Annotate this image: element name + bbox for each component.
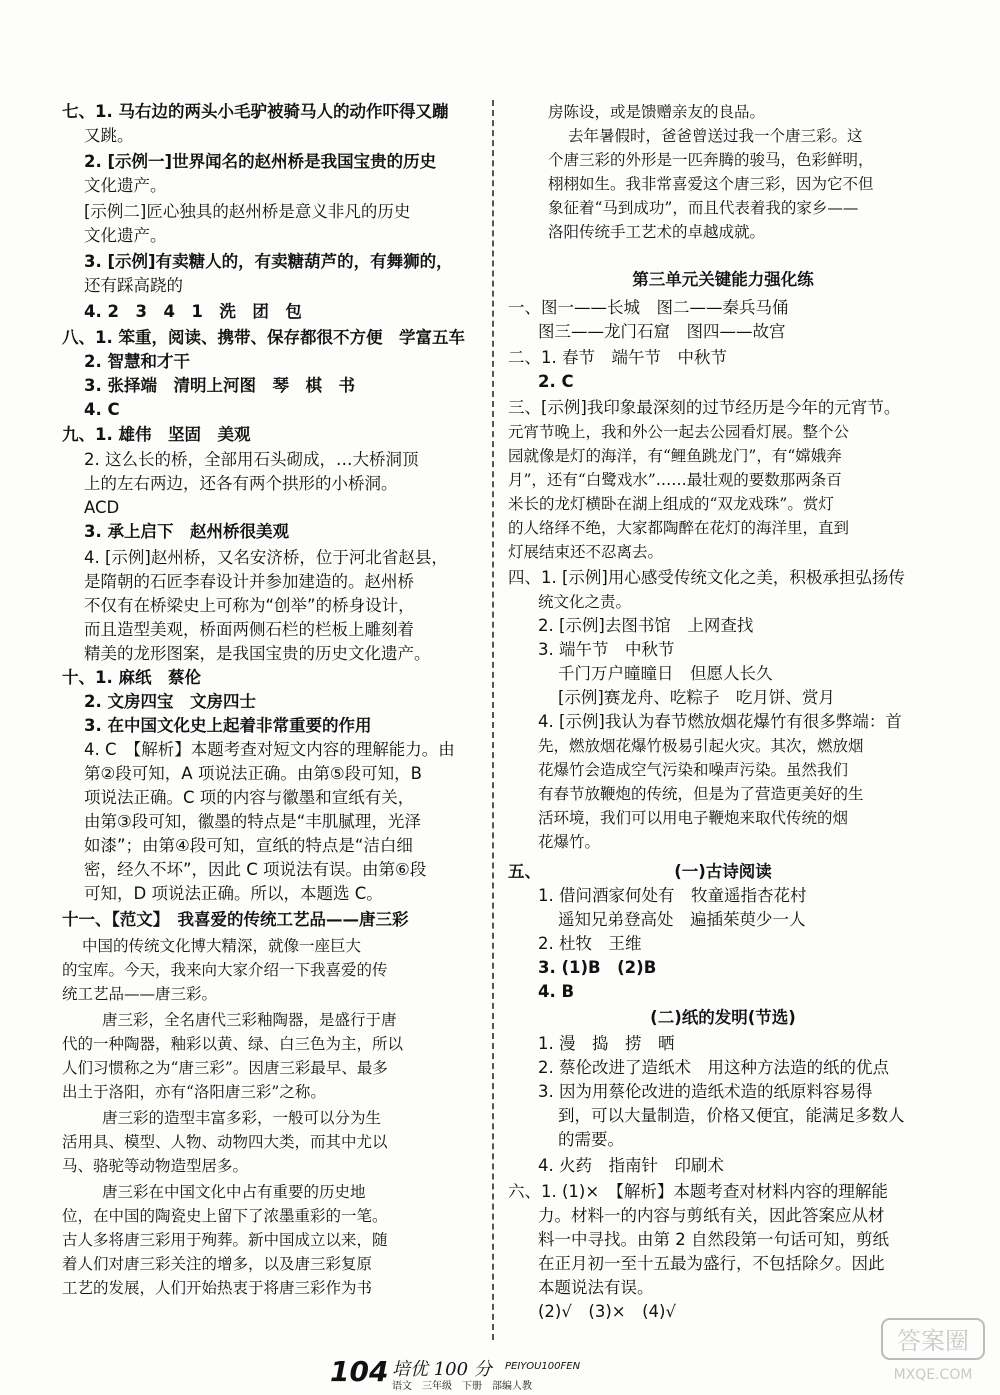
- text-line: 马、骆驼等动物造型居多。: [62, 1157, 249, 1175]
- text-line: 九、1. 雄伟 坚固 美观: [62, 425, 251, 444]
- text-line: 密，经久不坏”，因此 C 项说法有误。由第⑥段: [84, 860, 427, 879]
- text-line: 统文化之责。: [538, 593, 632, 611]
- text-line: 花爆竹会造成空气污染和噪声污染。虽然我们: [538, 761, 849, 779]
- text-line: 统工艺品——唐三彩。: [62, 985, 218, 1003]
- text-line: 的人络绎不绝，大家都陶醉在花灯的海洋里，直到: [508, 519, 850, 537]
- text-line: 2. 这么长的桥，全部用石头砌成，…大桥洞顶: [84, 450, 419, 469]
- text-line: 月”，还有“白鹭戏水”……最壮观的要数那两条百: [508, 471, 842, 489]
- text-line: 可知，D 项说法正确。所以，本题选 C。: [84, 884, 383, 903]
- text-line: [示例二]匠心独具的赵州桥是意义非凡的历史: [84, 202, 411, 221]
- text-line: 本题说法有误。: [538, 1278, 654, 1297]
- text-line: 出土于洛阳，亦有“洛阳唐三彩”之称。: [62, 1083, 326, 1101]
- footer-brand-en: PEIYOU100FEN: [505, 1361, 581, 1372]
- watermark-top: 答案圈: [897, 1327, 969, 1355]
- page-number: 104: [330, 1355, 389, 1388]
- text-line: (一)古诗阅读: [674, 862, 772, 881]
- text-line: 七、1. 马右边的两头小毛驴被骑马人的动作吓得又蹦: [62, 102, 449, 121]
- text-line: 元宵节晚上，我和外公一起去公园看灯展。整个公: [508, 423, 850, 441]
- text-line: 第三单元关键能力强化练: [632, 270, 814, 289]
- text-line: 四、1. [示例]用心感受传统文化之美，积极承担弘扬传: [508, 568, 905, 587]
- column-divider: [492, 100, 494, 1340]
- text-line: 古人多将唐三彩用于殉葬。新中国成立以来，随: [62, 1231, 388, 1249]
- text-line: 1. 漫 捣 捞 晒: [538, 1034, 675, 1053]
- text-line: 个唐三彩的外形是一匹奔腾的骏马，色彩鲜明，: [548, 151, 874, 169]
- text-line: 不仅有在桥梁史上可称为“创举”的桥身设计，: [84, 596, 415, 615]
- text-line: 4. B: [538, 982, 575, 1001]
- text-line: 房陈设，或是馈赠亲友的良品。: [548, 103, 766, 121]
- text-line: 3. 在中国文化史上起着非常重要的作用: [84, 716, 372, 735]
- text-line: (2)√ (3)× (4)√: [538, 1302, 676, 1321]
- text-line: 工艺的发展，人们开始热衷于将唐三彩作为书: [62, 1279, 373, 1297]
- text-line: 人们习惯称之为“唐三彩”。因唐三彩最早、最多: [62, 1059, 388, 1077]
- text-line: 唐三彩，全名唐代三彩釉陶器，是盛行于唐: [102, 1011, 397, 1029]
- text-line: 千门万户曈曈日 但愿人长久: [558, 664, 773, 683]
- text-line: 1. 借问酒家何处有 牧童遥指杏花村: [538, 886, 807, 905]
- text-line: 4. C: [84, 400, 120, 419]
- text-line: 十一、【范文】 我喜爱的传统工艺品——唐三彩: [62, 910, 409, 929]
- text-line: 唐三彩在中国文化中占有重要的历史地: [102, 1183, 366, 1201]
- text-line: 又跳。: [84, 126, 134, 145]
- text-line: 六、1. (1)× 【解析】本题考查对材料内容的理解能: [508, 1182, 888, 1201]
- text-line: 3. (1)B (2)B: [538, 958, 657, 977]
- text-line: 花爆竹。: [538, 833, 601, 851]
- text-line: 位，在中国的陶瓷史上留下了浓墨重彩的一笔。: [62, 1207, 388, 1225]
- footer-meta: 语文 三年级 下册 部编人教: [392, 1381, 532, 1392]
- text-line: 有春节放鞭炮的传统，但是为了营造更美好的生: [538, 785, 864, 803]
- text-line: 2. 杜牧 王维: [538, 934, 642, 953]
- text-line: 3. 张择端 清明上河图 琴 棋 书: [84, 376, 355, 395]
- text-line: 精美的龙形图案，是我国宝贵的历史文化遗产。: [84, 644, 431, 663]
- text-line: 4. C 【解析】本题考查对短文内容的理解能力。由: [84, 740, 455, 759]
- text-line: 图三——龙门石窟 图四——故宫: [538, 322, 786, 341]
- footer-brand: 培优 100 分: [392, 1359, 492, 1380]
- text-line: 去年暑假时，爸爸曾送过我一个唐三彩。这: [568, 127, 863, 145]
- text-line: ACD: [84, 498, 120, 517]
- text-line: (二)纸的发明(节选): [650, 1008, 796, 1027]
- text-line: 2. C: [538, 372, 574, 391]
- text-line: 在正月初一至十五最为盛行，不包括除夕。因此: [538, 1254, 885, 1273]
- text-line: 文化遗产。: [84, 176, 167, 195]
- text-line: 灯展结束还不忍离去。: [508, 543, 664, 561]
- text-line: 4. 2 3 4 1 洗 团 包: [84, 302, 302, 321]
- text-line: 活用具、模型、人物、动物四大类，而其中尤以: [62, 1133, 388, 1151]
- watermark-logo: [878, 1315, 988, 1385]
- text-line: 一、图一——长城 图二——秦兵马俑: [508, 298, 789, 317]
- text-line: 园就像是灯的海洋，有“鲤鱼跳龙门”，有“嫦娥奔: [508, 447, 842, 465]
- text-line: 而且造型美观，桥面两侧石栏的栏板上雕刻着: [84, 620, 414, 639]
- text-line: [示例]赛龙舟、吃粽子 吃月饼、赏月: [558, 688, 835, 707]
- text-line: 二、1. 春节 端午节 中秋节: [508, 348, 727, 367]
- text-line: 2. [示例一]世界闻名的赵州桥是我国宝贵的历史: [84, 152, 437, 171]
- text-line: 栩栩如生。我非常喜爱这个唐三彩，因为它不但: [548, 175, 874, 193]
- text-line: 的需要。: [558, 1130, 624, 1149]
- text-line: 3. 承上启下 赵州桥很美观: [84, 522, 289, 541]
- text-line: 3. 端午节 中秋节: [538, 640, 675, 659]
- text-line: 2. [示例]去图书馆 上网查找: [538, 616, 754, 635]
- text-line: 由第③段可知，徽墨的特点是“丰肌腻理，光泽: [84, 812, 421, 831]
- text-line: 活环境，我们可以用电子鞭炮来取代传统的烟: [538, 809, 849, 827]
- text-line: 还有踩高跷的: [84, 276, 183, 295]
- text-line: 的宝库。今天，我来向大家介绍一下我喜爱的传: [62, 961, 388, 979]
- text-line: 第②段可知，A 项说法正确。由第⑤段可知，B: [84, 764, 422, 783]
- text-line: 4. 火药 指南针 印刷术: [538, 1156, 724, 1175]
- text-line: 文化遗产。: [84, 226, 167, 245]
- text-line: 中国的传统文化博大精深，就像一座巨大: [82, 937, 362, 955]
- text-line: 3. [示例]有卖糖人的，有卖糖葫芦的，有舞狮的，: [84, 252, 453, 271]
- text-line: 料一中寻找。由第 2 自然段第一句话可知，剪纸: [538, 1230, 889, 1249]
- text-line: 上的左右两边，还各有两个拱形的小桥洞。: [84, 474, 398, 493]
- text-line: 2. 智慧和才干: [84, 352, 190, 371]
- text-line: 4. [示例]我认为春节燃放烟花爆竹有很多弊端：首: [538, 712, 902, 731]
- text-line: 力。材料一的内容与剪纸有关，因此答案应从材: [538, 1206, 885, 1225]
- text-line: 唐三彩的造型丰富多彩，一般可以分为生: [102, 1109, 382, 1127]
- text-line: 十、1. 麻纸 蔡伦: [62, 668, 201, 687]
- text-line: 2. 蔡伦改进了造纸术 用这种方法造的纸的优点: [538, 1058, 889, 1077]
- text-line: 象征着“马到成功”，而且代表着我的家乡——: [548, 199, 859, 217]
- text-line: 五、: [508, 862, 541, 881]
- text-line: 2. 文房四宝 文房四士: [84, 692, 256, 711]
- text-line: 三、[示例]我印象最深刻的过节经历是今年的元宵节。: [508, 398, 901, 417]
- text-line: 八、1. 笨重，阅读、携带、保存都很不方便 学富五车: [62, 328, 465, 347]
- page-footer: [330, 1355, 660, 1392]
- text-line: 遥知兄弟登高处 遍插茱萸少一人: [558, 910, 806, 929]
- text-line: 项说法正确。C 项的内容与徽墨和宣纸有关，: [84, 788, 415, 807]
- text-line: 代的一种陶器，釉彩以黄、绿、白三色为主，所以: [62, 1035, 404, 1053]
- text-line: 洛阳传统手工艺术的卓越成就。: [548, 223, 766, 241]
- text-line: 到，可以大量制造，价格又便宜，能满足多数人: [558, 1106, 905, 1125]
- text-line: 如漆”；由第④段可知，宣纸的特点是“洁白细: [84, 836, 413, 855]
- watermark-bottom: MXQE.COM: [893, 1367, 973, 1383]
- text-line: 是隋朝的石匠李春设计并参加建造的。赵州桥: [84, 572, 414, 591]
- text-line: 着人们对唐三彩关注的增多，以及唐三彩复原: [62, 1255, 373, 1273]
- text-line: 4. [示例]赵州桥，又名安济桥，位于河北省赵县，: [84, 548, 448, 567]
- text-line: 米长的龙灯横卧在湖上组成的“双龙戏珠”。赏灯: [508, 495, 834, 513]
- text-line: 先，燃放烟花爆竹极易引起火灾。其次，燃放烟: [538, 737, 864, 755]
- text-line: 3. 因为用蔡伦改进的造纸术造的纸原料容易得: [538, 1082, 873, 1101]
